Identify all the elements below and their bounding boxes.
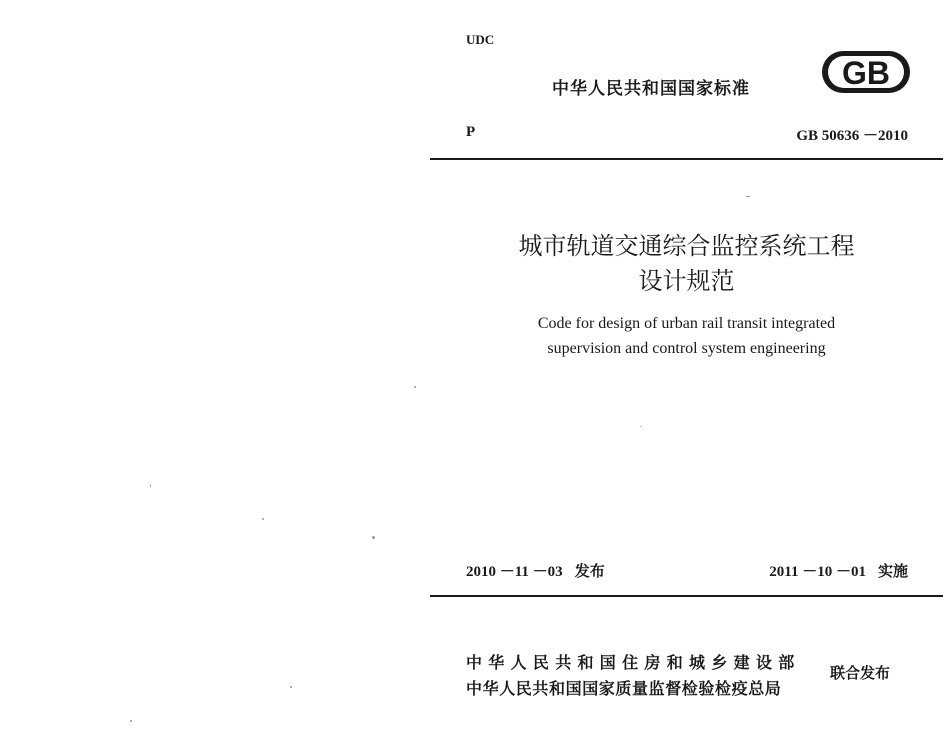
issue-date: 2010 －11 －03 [466,564,563,580]
title-zh-line2: 设计规范 [638,267,735,295]
scan-speck [150,484,151,487]
publisher-ministry-housing: 中华人民共和国住房和城乡建设部 [466,653,801,672]
scan-speck [414,386,416,388]
scan-speck [262,518,264,520]
issue-date-row [466,560,605,581]
implement-date: 2011 －10 －01 [769,564,866,580]
scan-speck [290,686,292,688]
scan-speck [746,196,750,197]
standard-number: GB 50636 －2010 [796,128,908,144]
title-en-line2: supervision and control system engineering [547,340,826,357]
publisher-aqsiq: 中华人民共和国国家质量监督检验检疫总局 [466,679,782,698]
title-zh-line1: 城市轨道交通综合监控系统工程 [518,232,855,260]
implement-label: 实施 [877,562,908,580]
header-divider [430,158,943,160]
implement-date-row [769,560,908,581]
gb-logo-icon [820,48,912,96]
gb-logo-text: GB [842,55,890,91]
title-en-line1: Code for design of urban rail transit integrated [537,315,836,332]
scan-speck [640,426,641,427]
udc-label: UDC [466,32,495,47]
standard-type-title: 中华人民共和国国家标准 [552,79,750,99]
scan-speck [372,536,375,539]
joint-publish-label: 联合发布 [830,664,891,682]
category-code: P [466,124,476,140]
scan-speck [130,720,132,722]
footer-divider [430,595,943,597]
issue-label: 发布 [574,562,605,580]
